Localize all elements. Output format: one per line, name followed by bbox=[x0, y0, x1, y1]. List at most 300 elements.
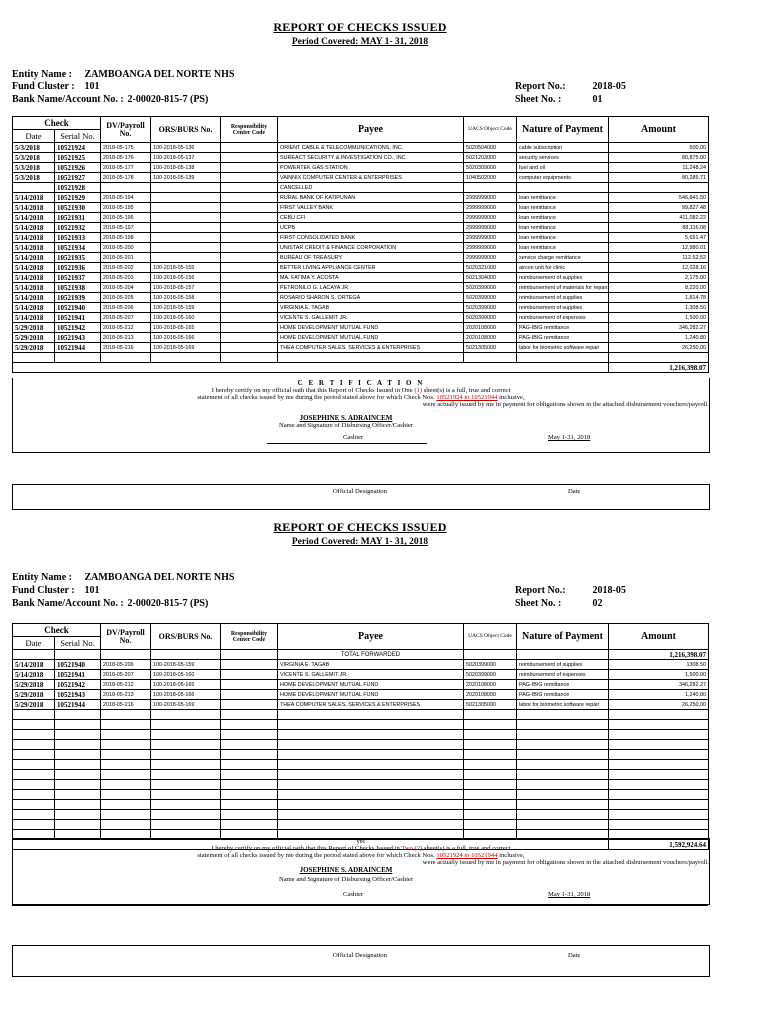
forward-spacer bbox=[517, 650, 609, 660]
check-date: 5/29/2018 bbox=[13, 680, 55, 690]
entity-row-2 bbox=[12, 572, 234, 583]
table-row bbox=[13, 323, 709, 333]
nature-of-payment-empty bbox=[517, 740, 609, 750]
payee: CEBU CFI bbox=[278, 213, 464, 223]
bank-label: Bank Name/Account No. : bbox=[12, 94, 124, 105]
dv-no: 2018-05-200 bbox=[101, 243, 151, 253]
table-row bbox=[13, 680, 709, 690]
dv-no: 2018-05-206 bbox=[101, 303, 151, 313]
empty-row bbox=[13, 760, 709, 770]
col-ors-2: ORS/BURS No. bbox=[151, 624, 221, 650]
payee: HOME DEVELOPMENT MUTUAL FUND bbox=[278, 680, 464, 690]
nature-of-payment: reimbursement of supplies bbox=[517, 293, 609, 303]
nature-of-payment-empty bbox=[517, 780, 609, 790]
check-serial: 10521932 bbox=[55, 223, 101, 233]
rcc bbox=[221, 253, 278, 263]
ors-no: 100-2018-05-165 bbox=[151, 323, 221, 333]
uacs-code-empty bbox=[464, 750, 517, 760]
dv-no: 2018-05-216 bbox=[101, 343, 151, 353]
rcc bbox=[221, 323, 278, 333]
payee-empty bbox=[278, 740, 464, 750]
payee-empty bbox=[278, 820, 464, 830]
payee-empty bbox=[278, 353, 464, 363]
payee: VIRGINIA E. TAGAB bbox=[278, 303, 464, 313]
report-no-row-2 bbox=[515, 585, 626, 596]
payee: FIRST CONSOLIDATED BANK bbox=[278, 233, 464, 243]
payee: SUREACT SECURITY & INVESTIGATION CO., INC. bbox=[278, 153, 464, 163]
dv-no: 2018-05-197 bbox=[101, 223, 151, 233]
payee-empty bbox=[278, 750, 464, 760]
sheet-01 bbox=[12, 18, 708, 508]
amount-empty bbox=[609, 740, 709, 750]
rcc bbox=[221, 223, 278, 233]
ors-no: 100-2018-05-160 bbox=[151, 313, 221, 323]
check-date: 5/14/2018 bbox=[13, 273, 55, 283]
nature-of-payment: loan remittance bbox=[517, 193, 609, 203]
rcc bbox=[221, 193, 278, 203]
check-date-empty bbox=[13, 760, 55, 770]
check-serial-empty bbox=[55, 790, 101, 800]
dv-no: 2018-05-198 bbox=[101, 233, 151, 243]
check-date-empty bbox=[13, 810, 55, 820]
dv-no-empty bbox=[101, 353, 151, 363]
total-forwarded-row bbox=[13, 650, 709, 660]
table-row bbox=[13, 670, 709, 680]
rcc-empty bbox=[221, 353, 278, 363]
dv-no-empty bbox=[101, 720, 151, 730]
col-uacs: UACS Object Code bbox=[464, 117, 517, 143]
sheet-no-label-2: Sheet No. : bbox=[515, 598, 562, 609]
ors-no: 100-2018-05-159 bbox=[151, 303, 221, 313]
payee: UCPB bbox=[278, 223, 464, 233]
bank-account-2: 2-00020-815-7 (PS) bbox=[127, 598, 209, 609]
payee-empty bbox=[278, 770, 464, 780]
amount: 1,240.80 bbox=[609, 333, 709, 343]
certification-title: C E R T I F I C A T I O N bbox=[297, 379, 425, 387]
entity-name: ZAMBOANGA DEL NORTE NHS bbox=[84, 69, 235, 80]
payee-empty bbox=[278, 720, 464, 730]
check-date: 5/29/2018 bbox=[13, 700, 55, 710]
empty-row bbox=[13, 810, 709, 820]
check-date: 5/14/2018 bbox=[13, 213, 55, 223]
cert-date-2: May 1-31, 2018 bbox=[548, 891, 591, 898]
report-title: REPORT OF CHECKS ISSUED bbox=[273, 20, 447, 34]
check-serial: 10521926 bbox=[55, 163, 101, 173]
payee: RURAL BANK OF KATIPUNAN bbox=[278, 193, 464, 203]
empty-row bbox=[13, 750, 709, 760]
report-no-label-2: Report No.: bbox=[515, 585, 566, 596]
check-serial: 10521939 bbox=[55, 293, 101, 303]
col-dv-2: DV/Payroll No. bbox=[101, 624, 151, 650]
check-serial-empty bbox=[55, 760, 101, 770]
check-date: 5/3/2018 bbox=[13, 143, 55, 153]
check-serial-empty bbox=[55, 800, 101, 810]
dv-no: 2018-05-178 bbox=[101, 173, 151, 183]
amount: 80,285.71 bbox=[609, 173, 709, 183]
table-row bbox=[13, 223, 709, 233]
col-nature: Nature of Payment bbox=[517, 117, 609, 143]
dv-no-empty bbox=[101, 800, 151, 810]
payee: BETTER LIVING APPLIANCE CENTER bbox=[278, 263, 464, 273]
designation-box bbox=[12, 484, 710, 510]
nature-of-payment: loan remittance bbox=[517, 223, 609, 233]
table-row bbox=[13, 233, 709, 243]
check-date: 5/14/2018 bbox=[13, 203, 55, 213]
ors-no: 100-2018-05-166 bbox=[151, 333, 221, 343]
cert-text-2a-2: statement of all checks issued by me during the period stated above for which Check Nos. bbox=[197, 852, 435, 859]
dv-no bbox=[101, 183, 151, 193]
rcc bbox=[221, 660, 278, 670]
signer-position-2: Cashier bbox=[343, 891, 364, 898]
amount-empty bbox=[609, 770, 709, 780]
ors-no-empty bbox=[151, 800, 221, 810]
rcc bbox=[221, 183, 278, 193]
nature-of-payment-empty bbox=[517, 720, 609, 730]
cert-text-2b: inclusive, bbox=[499, 394, 525, 401]
ors-no: 100-2018-05-139 bbox=[151, 173, 221, 183]
uacs-code-empty bbox=[464, 780, 517, 790]
nature-of-payment: reimbursement of expenses bbox=[517, 313, 609, 323]
check-date: 5/14/2018 bbox=[13, 223, 55, 233]
check-date: 5/14/2018 bbox=[13, 293, 55, 303]
table-row bbox=[13, 660, 709, 670]
forward-spacer bbox=[464, 650, 517, 660]
amount: 5,651.47 bbox=[609, 233, 709, 243]
check-serial-empty bbox=[55, 780, 101, 790]
entity-row bbox=[12, 69, 234, 80]
fund-cluster-2: 101 bbox=[84, 585, 100, 596]
certification-line-3-2: were actually issued by me in payment for obligations shown in the attached disbursement vouchers/payroll. bbox=[422, 859, 709, 866]
ors-no-empty bbox=[151, 740, 221, 750]
dv-no: 2018-05-195 bbox=[101, 203, 151, 213]
ors-no-empty bbox=[151, 730, 221, 740]
amount: 500.00 bbox=[609, 143, 709, 153]
uacs-code-empty bbox=[464, 760, 517, 770]
rcc bbox=[221, 680, 278, 690]
initials: ybc bbox=[356, 839, 366, 845]
check-date: 5/3/2018 bbox=[13, 163, 55, 173]
check-serial-empty bbox=[55, 810, 101, 820]
payee-empty bbox=[278, 810, 464, 820]
uacs-code-empty bbox=[464, 710, 517, 720]
rcc bbox=[221, 153, 278, 163]
check-date-empty bbox=[13, 770, 55, 780]
fund-label-2: Fund Cluster : bbox=[12, 585, 75, 596]
amount-empty bbox=[609, 750, 709, 760]
nature-of-payment-empty bbox=[517, 810, 609, 820]
payee: HOME DEVELOPMENT MUTUAL FUND bbox=[278, 690, 464, 700]
amount: 26,250.00 bbox=[609, 700, 709, 710]
empty-row bbox=[13, 710, 709, 720]
ors-no bbox=[151, 233, 221, 243]
dv-no-empty bbox=[101, 740, 151, 750]
nature-of-payment: reimbursement of supplies bbox=[517, 660, 609, 670]
cert-text-2b-2: inclusive, bbox=[499, 852, 525, 859]
uacs-code: 2999999000 bbox=[464, 203, 517, 213]
amount: 88,116.08 bbox=[609, 223, 709, 233]
ors-no-empty bbox=[151, 780, 221, 790]
sheet-no-2: 02 bbox=[592, 598, 603, 609]
ors-no-empty bbox=[151, 790, 221, 800]
empty-row bbox=[13, 770, 709, 780]
amount-empty bbox=[609, 730, 709, 740]
payee: HOME DEVELOPMENT MUTUAL FUND bbox=[278, 323, 464, 333]
amount: 546,841.50 bbox=[609, 193, 709, 203]
nature-of-payment: computer equipments bbox=[517, 173, 609, 183]
dv-no-empty bbox=[101, 710, 151, 720]
empty-row bbox=[13, 730, 709, 740]
check-serial: 10521928 bbox=[55, 183, 101, 193]
amount-empty bbox=[609, 790, 709, 800]
nature-of-payment-empty bbox=[517, 710, 609, 720]
ors-no: 100-2018-05-169 bbox=[151, 700, 221, 710]
ors-no-empty bbox=[151, 820, 221, 830]
ors-no bbox=[151, 213, 221, 223]
rcc bbox=[221, 233, 278, 243]
check-serial: 10521925 bbox=[55, 153, 101, 163]
check-serial: 10521933 bbox=[55, 233, 101, 243]
nature-of-payment: aircon unit for clinic bbox=[517, 263, 609, 273]
cert-text-1a: I hereby certify on my official oath that this Report of Checks Issued in bbox=[211, 387, 401, 394]
check-serial: 10521927 bbox=[55, 173, 101, 183]
dv-no: 2018-05-202 bbox=[101, 263, 151, 273]
amount-empty bbox=[609, 760, 709, 770]
divider-2 bbox=[12, 905, 708, 906]
rcc-empty bbox=[221, 740, 278, 750]
check-date-empty bbox=[13, 353, 55, 363]
date-label: Date bbox=[568, 488, 581, 495]
check-serial-empty bbox=[55, 770, 101, 780]
check-serial: 10521935 bbox=[55, 253, 101, 263]
payee: ORIENT CABLE & TELECOMMUNICATIONS, INC. bbox=[278, 143, 464, 153]
check-date-empty bbox=[13, 800, 55, 810]
table-row bbox=[13, 690, 709, 700]
check-date: 5/3/2018 bbox=[13, 153, 55, 163]
nature-of-payment-empty bbox=[517, 800, 609, 810]
designation-box-2 bbox=[12, 945, 710, 977]
check-date: 5/14/2018 bbox=[13, 233, 55, 243]
ors-no bbox=[151, 193, 221, 203]
cert-text-1b: sheet(s) is a full, true and correct bbox=[423, 387, 511, 394]
nature-of-payment: PAG-IBIG remittance bbox=[517, 333, 609, 343]
dv-no-empty bbox=[101, 790, 151, 800]
rcc-empty bbox=[221, 710, 278, 720]
payee: THEA COMPUTER SALES, SERVICES & ENTERPRISES bbox=[278, 700, 464, 710]
nature-of-payment-empty bbox=[517, 770, 609, 780]
nature-of-payment: fuel and oil bbox=[517, 163, 609, 173]
rcc-empty bbox=[221, 800, 278, 810]
ors-no bbox=[151, 203, 221, 213]
dv-no: 2018-05-212 bbox=[101, 323, 151, 333]
ors-no: 100-2018-05-169 bbox=[151, 343, 221, 353]
dv-no-empty bbox=[101, 750, 151, 760]
table-row bbox=[13, 213, 709, 223]
nature-of-payment: loan remittance bbox=[517, 203, 609, 213]
table-row bbox=[13, 263, 709, 273]
check-date: 5/14/2018 bbox=[13, 253, 55, 263]
rcc bbox=[221, 143, 278, 153]
rcc bbox=[221, 700, 278, 710]
entity-label: Entity Name : bbox=[12, 69, 72, 80]
check-date: 5/14/2018 bbox=[13, 283, 55, 293]
entity-name-2: ZAMBOANGA DEL NORTE NHS bbox=[84, 572, 235, 583]
uacs-code-empty bbox=[464, 730, 517, 740]
col-nature-2: Nature of Payment bbox=[517, 624, 609, 650]
uacs-code-empty bbox=[464, 810, 517, 820]
check-serial-empty bbox=[55, 750, 101, 760]
official-designation-label-2: Official Designation bbox=[333, 952, 387, 959]
check-serial: 10521937 bbox=[55, 273, 101, 283]
table-row bbox=[13, 333, 709, 343]
forward-spacer bbox=[13, 650, 55, 660]
rcc-empty bbox=[221, 780, 278, 790]
dv-no-empty bbox=[101, 780, 151, 790]
uacs-code: 2999999000 bbox=[464, 243, 517, 253]
uacs-code: 2020108000 bbox=[464, 690, 517, 700]
payee: VIRGINIA E. TAGAB bbox=[278, 660, 464, 670]
ors-no: 100-2018-05-138 bbox=[151, 163, 221, 173]
rcc-empty bbox=[221, 760, 278, 770]
ors-no-empty bbox=[151, 720, 221, 730]
certification-line-1 bbox=[13, 387, 709, 394]
certification-line-2-2 bbox=[13, 852, 709, 859]
col-uacs-2: UACS Object Code bbox=[464, 624, 517, 650]
ors-no-empty bbox=[151, 760, 221, 770]
period-covered-2: Period Covered: MAY 1- 31, 2018 bbox=[291, 537, 429, 547]
empty-row bbox=[13, 800, 709, 810]
payee: VICENTE S. GALLEMIT JR. bbox=[278, 313, 464, 323]
uacs-code: 5020321000 bbox=[464, 263, 517, 273]
payee: PETRONILO G. LACAYA JR. bbox=[278, 283, 464, 293]
uacs-code: 5020399000 bbox=[464, 313, 517, 323]
ors-no: 100-2018-05-160 bbox=[151, 670, 221, 680]
bank-label-2: Bank Name/Account No. : bbox=[12, 598, 124, 609]
dv-no: 2018-05-176 bbox=[101, 153, 151, 163]
check-date: 5/3/2018 bbox=[13, 173, 55, 183]
grand-total-row-2-amount: 1,592,924.64 bbox=[609, 840, 709, 850]
uacs-code-empty bbox=[464, 720, 517, 730]
amount: 346,282.27 bbox=[609, 323, 709, 333]
report-title-2: REPORT OF CHECKS ISSUED bbox=[273, 520, 447, 534]
check-date-empty bbox=[13, 720, 55, 730]
check-serial-empty bbox=[55, 820, 101, 830]
grand-total-row-amount: 1,216,398.07 bbox=[609, 363, 709, 373]
amount: 112.52.52 bbox=[609, 253, 709, 263]
dv-no: 2018-05-201 bbox=[101, 253, 151, 263]
table-row bbox=[13, 203, 709, 213]
amount: 346,282.27 bbox=[609, 680, 709, 690]
cert-sheet-count-2: Two bbox=[401, 845, 413, 852]
amount-empty bbox=[609, 710, 709, 720]
uacs-code: 5020504000 bbox=[464, 143, 517, 153]
sheet-no-label: Sheet No. : bbox=[515, 94, 562, 105]
check-date: 5/14/2018 bbox=[13, 303, 55, 313]
uacs-code-empty bbox=[464, 790, 517, 800]
col-check: Check bbox=[13, 117, 101, 130]
amount: 2,175.00 bbox=[609, 273, 709, 283]
empty-row bbox=[13, 720, 709, 730]
payee: FIRST VALLEY BANK bbox=[278, 203, 464, 213]
ors-no bbox=[151, 223, 221, 233]
table-row bbox=[13, 143, 709, 153]
table-row bbox=[13, 283, 709, 293]
empty-row bbox=[13, 820, 709, 830]
forward-spacer bbox=[55, 650, 101, 660]
dv-no: 2018-05-212 bbox=[101, 680, 151, 690]
amount: 12,028.16 bbox=[609, 263, 709, 273]
fund-cluster: 101 bbox=[84, 81, 100, 92]
payee: BUREAU OF TREASURY bbox=[278, 253, 464, 263]
rcc-empty bbox=[221, 720, 278, 730]
dv-no: 2018-05-205 bbox=[101, 293, 151, 303]
check-serial-empty bbox=[55, 353, 101, 363]
report-no-label: Report No.: bbox=[515, 81, 566, 92]
dv-no: 2018-05-206 bbox=[101, 660, 151, 670]
table-row bbox=[13, 183, 709, 193]
amount: 12,980.01 bbox=[609, 243, 709, 253]
total-forwarded-label: TOTAL FORWARDED bbox=[278, 650, 464, 660]
payee: POWERTEK GAS STATION bbox=[278, 163, 464, 173]
checks-table-2 bbox=[12, 623, 709, 850]
rcc bbox=[221, 203, 278, 213]
dv-no: 2018-05-216 bbox=[101, 700, 151, 710]
amount: 26,250.00 bbox=[609, 343, 709, 353]
check-date-empty bbox=[13, 740, 55, 750]
uacs-code: 2999999000 bbox=[464, 233, 517, 243]
nature-of-payment: loan remittance bbox=[517, 213, 609, 223]
nature-of-payment-empty bbox=[517, 820, 609, 830]
rcc-empty bbox=[221, 820, 278, 830]
col-dv: DV/Payroll No. bbox=[101, 117, 151, 143]
payee-empty bbox=[278, 730, 464, 740]
payee: UNISTAR CREDIT & FINANCE CORPORATION bbox=[278, 243, 464, 253]
amount: 1,814.78 bbox=[609, 293, 709, 303]
col-rcc: Responsibility Center Code bbox=[221, 117, 278, 143]
rcc-empty bbox=[221, 770, 278, 780]
check-serial: 10521929 bbox=[55, 193, 101, 203]
col-serial-2: Serial No. bbox=[55, 637, 101, 650]
check-serial: 10521942 bbox=[55, 323, 101, 333]
certification-line-2 bbox=[13, 394, 709, 401]
ors-no: 100-2018-05-156 bbox=[151, 273, 221, 283]
nature-of-payment-empty bbox=[517, 353, 609, 363]
signature-line bbox=[267, 443, 427, 444]
fund-row-2 bbox=[12, 585, 100, 596]
uacs-code: 5020399000 bbox=[464, 293, 517, 303]
nature-of-payment: PAG-IBIG remittance bbox=[517, 680, 609, 690]
check-serial: 10521940 bbox=[55, 660, 101, 670]
table-row bbox=[13, 343, 709, 353]
rcc bbox=[221, 263, 278, 273]
table-row bbox=[13, 153, 709, 163]
amount: 1,240.80 bbox=[609, 690, 709, 700]
check-serial: 10521943 bbox=[55, 333, 101, 343]
cert-text-1a-2: I hereby certify on my official oath that this Report of Checks Issued in bbox=[211, 845, 400, 852]
uacs-code: 2999999000 bbox=[464, 253, 517, 263]
payee: VICENTE S. GALLEMIT JR. bbox=[278, 670, 464, 680]
check-serial-empty bbox=[55, 740, 101, 750]
ors-no bbox=[151, 253, 221, 263]
fund-row bbox=[12, 81, 100, 92]
check-date-empty bbox=[13, 790, 55, 800]
check-serial: 10521941 bbox=[55, 670, 101, 680]
check-serial-empty bbox=[55, 710, 101, 720]
check-serial: 10521924 bbox=[55, 143, 101, 153]
uacs-code: 5021305000 bbox=[464, 343, 517, 353]
nature-of-payment-empty bbox=[517, 730, 609, 740]
check-date: 5/14/2018 bbox=[13, 263, 55, 273]
amount: 1308.50 bbox=[609, 660, 709, 670]
